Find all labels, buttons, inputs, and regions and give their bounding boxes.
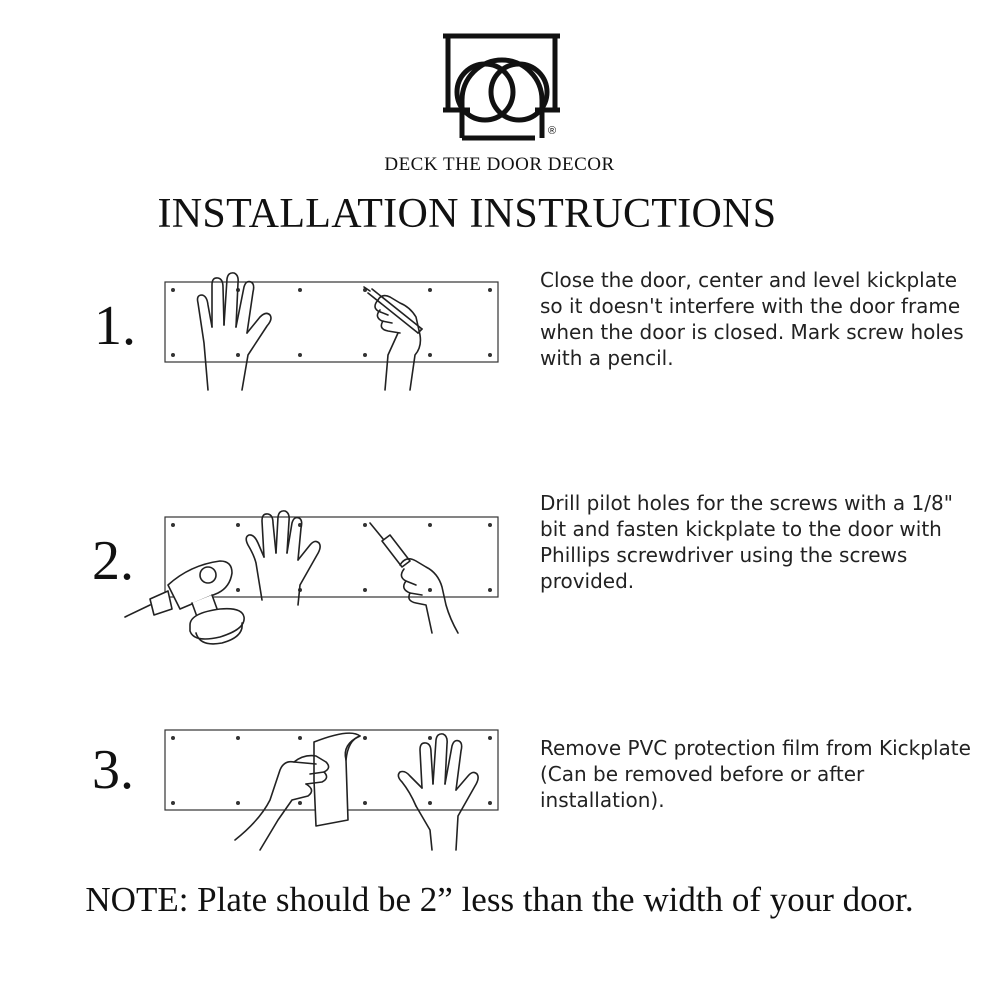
step-3-number: 3. (92, 739, 134, 801)
step-3-illustration (120, 720, 520, 860)
step-1-number: 1. (94, 295, 136, 357)
step-2-text: Drill pilot holes for the screws with a 1/8" bit and fasten kickplate to the door with Phillips screwdriver using the screws provided. (540, 491, 953, 593)
step-2-illustration (120, 505, 520, 655)
brand-name: DECK THE DOOR DECOR (384, 154, 615, 175)
brand-logo (440, 30, 564, 148)
step-3-text: Remove PVC protection film from Kickplate (Can be removed before or after installation). (540, 736, 971, 812)
registered-mark: ® (548, 125, 557, 137)
step-1-text: Close the door, center and level kickplate so it doesn't interfere with the door frame when the door is closed. Mark screw holes with a pencil. (540, 268, 964, 370)
note-text: NOTE: Plate should be 2” less than the width of your door. (85, 880, 914, 919)
page-title: INSTALLATION INSTRUCTIONS (157, 191, 777, 237)
step-2-number: 2. (92, 530, 134, 592)
drill-icon (125, 561, 244, 644)
kickplate (165, 282, 498, 362)
step-1-illustration (120, 255, 520, 395)
